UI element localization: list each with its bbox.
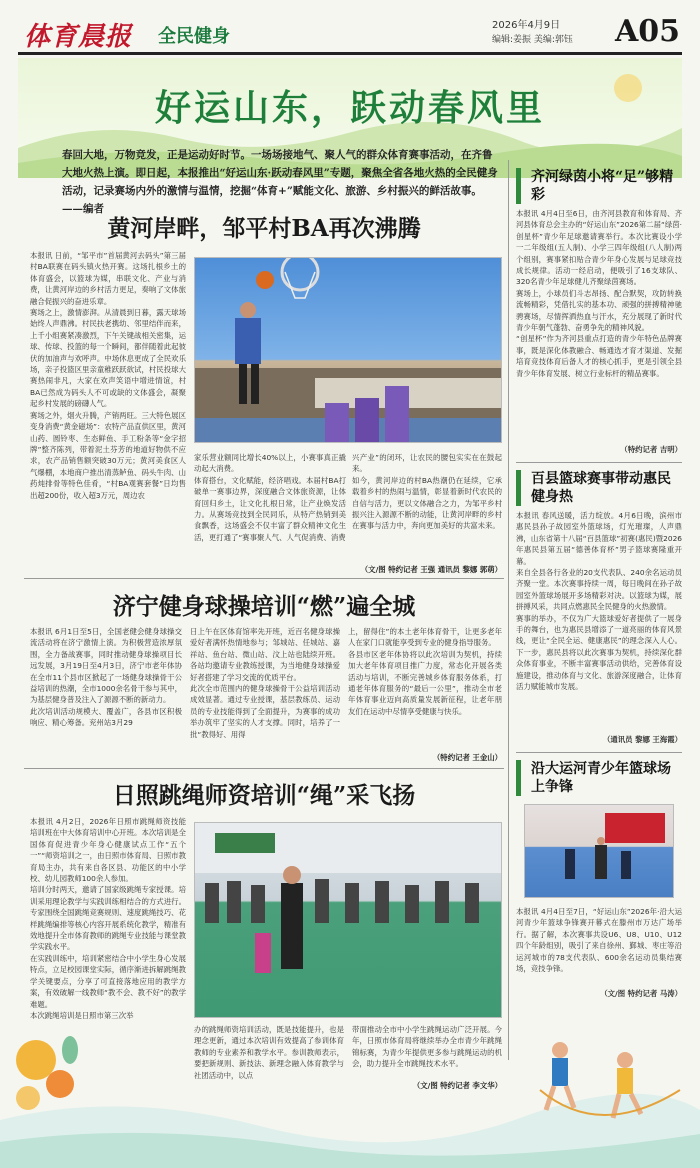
sidebar1-credit: （特约记者 吉明）	[620, 445, 682, 454]
article1-headline: 黄河岸畔，邹平村BA再次沸腾	[107, 215, 421, 242]
article2-text-col2: 日上午在区体育馆率先开班，近百名健身球操爱好者满怀热情地参与；邹城站、任城站、嘉祥站、鱼台站、微山站、汶上站也陆续开班。各站均邀请专业教练授课，为当地健身球操爱好者搭建了学习交流的优质平台。 此次全市范围内的健身球操骨干公益培训活动成效显著。通过专业授课，基层教练员、运动员的专业技能得到了全面提升，为赛事的成功举办筑牢了坚实的人才支撑。同时，培养了一批“教得好、用得	[190, 627, 340, 739]
editor-credits: 编辑:姜振 美编:郭钰	[492, 35, 573, 45]
article3-text-col1: 本报讯 4月2日，2026年日照市跳绳师资技能培训班在中大体育培训中心开班。本次培训是全国体育促进青少年身心健康试点工作“五个一”“师资培训之一，由日照市体育局、日照市教育局主办，共有来自各区县、功能区的中小学校、幼儿园教师100余人参加。 培训分时两天，邀请了国家级跳绳专家授课。培训采用理论教学与实践训练相结合的方式进行。专家围绕全国跳绳竞赛规则、速度跳绳技巧、花样跳绳编排等核心内容开展系统化教学，精准有效地提升全市体育教师的跳绳专业技能与课堂教学实践水平。 在实践训练中，培训紧密结合中小学生身心发展特点，立足校园课堂实际，循序渐进拆解跳绳教学关键要点，分享了可直接落地应用的教学方案，有效破解一线教师“教不会、教不好”的教学难题。 本次跳绳培训是日照市第三次举	[30, 817, 186, 1020]
column-divider	[508, 160, 509, 1060]
feature-title: 好运山东，跃动春风里	[154, 87, 545, 129]
article1-text-col2: 家乐营业额同比增长40%以上，小赛事真正撬动起大消费。 体育搭台，文化赋能，经济唱戏。本届村BA打破单一赛事边界，深度融合文体旅资源，让体育回归乡土，让文化扎根日常，让产业焕发活力。从赛场竞技到全民同乐，从特产热销到美食飘香，这场盛会不仅丰富了群众精神文化生活，更打通了“赛事聚人气、人气促消费、消费	[194, 453, 346, 542]
basketball-game-photo	[195, 258, 502, 443]
article3-credit: （文/图 特约记者 李文华）	[412, 1081, 502, 1090]
sidebar1-text: 本报讯 4月4日至6日，由齐河县教育和体育局、齐河县体育总会主办的“好运山东”2026第二届“绿茵·创星杯”青少年足球邀请赛举行。本次比赛设小学一二年级组(五人制)、小学三四年级组(八人制)两个组别，赛事紧扣贴合青少年身心发展与足球竞技成长规律。活动一经启动，便吸引了16支球队、320名青少年足球健儿齐聚绿茵赛场。 赛场上，小球员们斗志昂扬、配合默契，攻防转换流畅精彩，凭借扎实的基本功、顽强的拼搏精神驰骋赛场，尽情挥洒热血与汗水，充分展现了新时代青少年朝气蓬勃、奋勇争先的精神风貌。 “创星杯”作为齐河县重点打造的青少年特色品牌赛事，既是深化体教融合、畅通选才育才渠道、发掘培育竞技体育后备人才的核心抓手，更是引领全县青少年体育发展、树立行业标杆的精品赛事。	[516, 209, 682, 378]
article-divider	[24, 578, 504, 579]
article1-text-col1: 本报讯 日前，“邹平市”首届黄河去码头”第三届村BA联赛在码头镇火热开赛。这场扎根乡土的体育盛会，以篮球为媒，串联文化、产业与消费，让黄河岸边的乡村活力更足，奏响了文体旅融合促振兴的奋进乐章。 赛场之上，激情澎湃。从清晨到日暮，露天球场始终人声鼎沸。村民扶老携幼、邻里结伴而来，上千小组赛紧凑激烈，下午关键战相关密集，运球、传球、投篮的每一个瞬间，都伴随着此起彼伏的加油声与欢呼声。中场休息更成了全民欢乐场，亲子投篮区里亲童稚跃跃欲试，村民投球大赛热闹非凡，大家在欢声笑语中增进情谊，村BA已然成为码头人不可或缺的文体盛会，凝聚起乡村发展的磅礴人气。 赛场之外，烟火升腾，产销两旺。三大特色展区变身消费“黄金磁场”：农特产品直供区里，黄河山药、圆铃枣、生态鲜鱼、手工粉条等“金字招牌”整齐陈列，带着泥土芬芳的地道好物供不应求，农产品销售额突破30万元；黄河美食区人气爆棚，本地商户推出清蒸鲈鱼、码头牛肉、山药炖排骨等特色佳肴，“村BA观赛套餐”日均售出超200份，收入超3万元，周边农	[30, 251, 186, 500]
article3-text-col2: 办的跳绳师资培训活动，既是技能提升，也是理念更新，通过本次培训有效提高了参训体育教师的专业素养和教学水平。参训教师表示，要把新规则、新技法、新理念融入体育教学与社团活动中，以点	[194, 1025, 344, 1080]
editor-intro: 春回大地，万物竞发，正是运动好时节。一场场接地气、聚人气的群众体育赛事活动，在齐鲁大地火热上演。即日起，本报推出“好运山东·跃动春风里”专题，聚焦全省各地火热的全民健身活动，记录赛场内外的激情与温情，挖掘“体育+”赋能文化、旅游、乡村振兴的鲜活故事。——编者	[62, 149, 498, 215]
youth-basketball-photo	[525, 805, 674, 898]
issue-date: 2026年4月9日	[492, 20, 561, 31]
article3-headline: 日照跳绳师资培训“绳”采飞扬	[112, 782, 416, 809]
article2-text-col3: 上，留得住”的本土老年体育骨干，让更多老年人在家门口就能享受到专业的健身指导服务。 各县市区老年体协将以此次培训为契机，持续加大老年体育项目推广力度，常态化开展各类活动与培训，不断完善城乡体育服务体系，打通老年体育服务的“最后一公里”，推动全市老年体育事业迈向高质量发展新征程，让老年朋友们在运动中尽情享受健康与快乐。	[348, 627, 502, 716]
spring-illustration	[0, 1030, 700, 1168]
rope-skipping-training-photo	[195, 823, 502, 1018]
sidebar3-text: 本报讯 4月4日至7日，“好运山东”2026年·沿大运河青少年篮球争锋赛开幕式在滕州市万达广场举行。据了解，本次赛事共设U6、U8、U10、U12四个年龄组别，吸引了来自徐州、鄞城、枣庄等沿运河城市的78支代表队、600余名运动员集结赛场，竞技争锋。	[516, 907, 682, 974]
sidebar3-headline: 沿大运河青少年篮球场上争锋	[516, 760, 682, 796]
article2-text-col1: 本报讯 6月1日至5日，全国老健会健身球操交流活动将在济宁激情上演。为积极营造浓厚氛围，全力备战赛事，同时推动健身球操项目长远发展，3月19日至4月3日，济宁市老年体协在全市11个县市区掀起了一场健身球操骨干公益培训的热潮，全市1000余名骨干参与其中，为基层健身普及注入了源源不断的新动力。 此次培训活动规模大、覆盖广，各县市区积极响应、精心筹备。兖州站3月29	[30, 627, 182, 728]
sidebar-divider	[516, 752, 682, 753]
article2-headline: 济宁健身球操培训“燃”遍全城	[112, 593, 416, 620]
article1-credit: （文/图 特约记者 王强 通讯员 黎娜 郭萌）	[360, 565, 502, 574]
sidebar-divider	[516, 462, 682, 463]
sidebar2-headline: 百县篮球赛事带动惠民健身热	[516, 470, 682, 506]
page-number: A05	[614, 14, 680, 49]
article-divider	[24, 768, 504, 769]
article3-photo	[194, 822, 502, 1018]
sidebar2-credit: （通讯员 黎娜 王海霞）	[602, 735, 682, 744]
masthead	[18, 14, 682, 52]
article1-text-col3: 兴产业”的闭环，让农民的腰包实实在在鼓起来。 如今，黄河岸边的村BA热潮仍在延续，它承载着乡村的热闹与温情，彰显着新时代农民的自信与活力，更以文体融合之力，为邹平乡村振兴注入源源不断的动能，让黄河岸畔的乡村在赛事与活力中，奔向更加美好的共富未来。	[352, 453, 502, 531]
masthead-rule	[18, 52, 682, 55]
sidebar3-credit: （文/图 特约记者 马涛）	[600, 989, 682, 998]
article3-text-col3: 带面推动全市中小学生跳绳运动广泛开展。今年，日照市体育局将继续举办全市青少年跳绳锦标赛，为青少年提供更多参与跳绳运动的机会，助力提升全市跳绳技术水平。	[352, 1025, 502, 1069]
section-name: 全民健身	[158, 26, 230, 47]
sidebar2-text: 本报讯 春风送暖，活力绽放。4月6日晚，滨州市惠民县孙子故园室外篮球场，灯光璀璨，人声鼎沸，山东省第十八届“百县篮球”初赛(惠民)暨2026年惠民县第五届“德善体育杯”男子篮球赛隆重开幕。 来自全县各行各业的20支代表队、240余名运动员齐聚一堂。本次赛事持续一周，每日晚间在孙子故园室外篮球场展开多场精彩对决。以篮球为媒，展拼搏风采，共同点燃惠民全民健身的火热激情。 赛事的举办，不仅为广大篮球爱好者提供了一展身手的舞台，也为惠民县增添了一道亮丽的体育风景线，更让“全民全运、健康惠民”的理念深入人心。下一步，惠民县将以此次赛事为契机，持续深化群众体育事业，不断丰富赛事活动供给，完善体育设施建设，推动体育与文化、旅游深度融合，让体育活力赋能城市发展。	[516, 511, 682, 692]
newspaper-logo: 体育晨报	[24, 22, 133, 52]
article2-credit: （特约记者 王金山）	[432, 753, 502, 762]
decorative-footer	[0, 1030, 700, 1168]
article1-photo	[194, 257, 502, 443]
sidebar3-photo	[524, 804, 674, 898]
sidebar1-headline: 齐河绿茵小将“足”够精彩	[516, 168, 682, 204]
